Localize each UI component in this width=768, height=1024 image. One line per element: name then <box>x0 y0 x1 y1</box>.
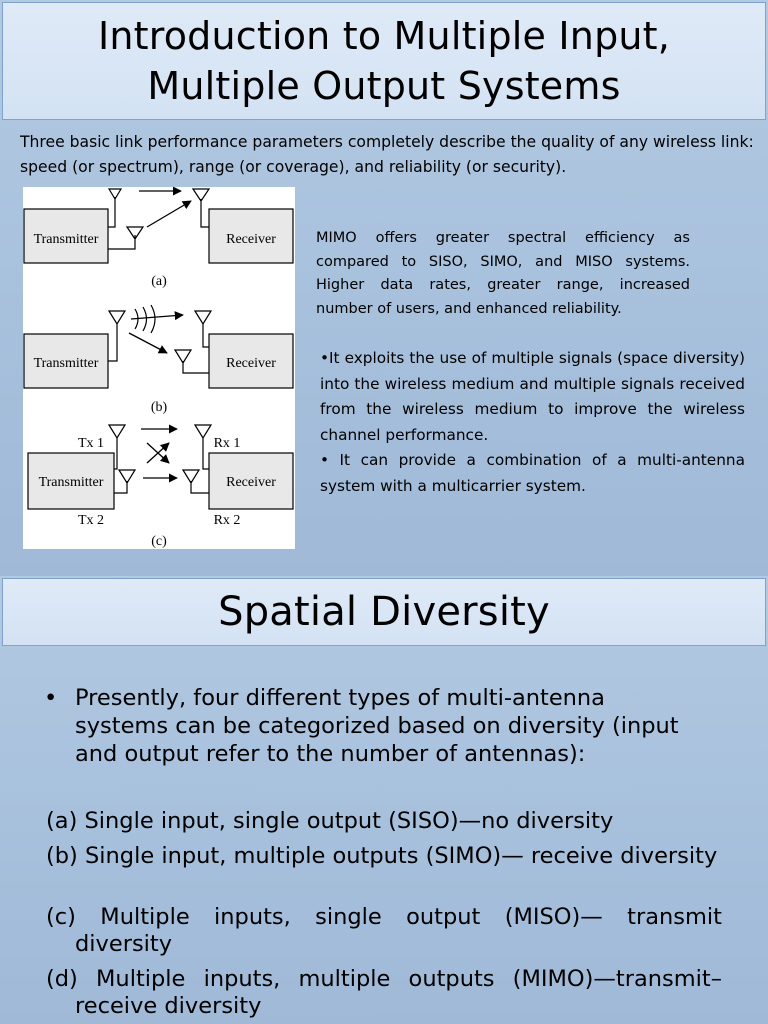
antenna-icon <box>108 189 121 227</box>
slide-title: Spatial Diversity <box>218 589 550 635</box>
signal-arrow <box>129 333 167 353</box>
diversity-item-siso: (a) Single input, single output (SISO)—no diversity <box>46 808 614 834</box>
combination-paragraph: • It can provide a combination of a multi-antenna system with a multicarrier system. <box>320 451 745 495</box>
diagram-c <box>28 425 293 549</box>
antenna-icon <box>108 227 143 249</box>
bullet-marker: • <box>44 685 58 711</box>
slide-title-bar <box>2 2 766 120</box>
mimo-bullets <box>320 346 745 499</box>
diversity-item-mimo: (d) Multiple inputs, multiple outputs (MIMO)—transmit–receive diversity <box>46 966 722 1019</box>
caption-a: (a) <box>151 274 167 289</box>
antenna-icon <box>175 350 209 373</box>
slide-title <box>98 11 670 111</box>
diagram-a <box>24 189 293 289</box>
bullet-item <box>44 684 704 768</box>
receiver-label-a: Receiver <box>226 232 276 247</box>
slide-title-bar <box>2 578 766 646</box>
title-line-2: Multiple Output Systems <box>147 64 621 108</box>
diversity-item-miso: (c) Multiple inputs, single output (MISO)— transmit diversity <box>46 904 722 957</box>
tx2-label: Tx 2 <box>77 513 105 528</box>
antenna-diagram-svg <box>23 187 295 549</box>
receiver-label-b: Receiver <box>226 356 276 371</box>
caption-b: (b) <box>150 400 168 415</box>
caption-c: (c) <box>151 534 167 549</box>
diagram-b <box>24 305 293 415</box>
transmitter-label-c: Transmitter <box>38 475 104 490</box>
tx1-label: Tx 1 <box>77 436 105 451</box>
transmitter-label-b: Transmitter <box>33 356 99 371</box>
receiver-label-c: Receiver <box>226 475 276 490</box>
transmitter-label-a: Transmitter <box>33 232 99 247</box>
signal-arrow <box>147 201 191 227</box>
antenna-icon <box>183 470 209 493</box>
rx2-label: Rx 2 <box>213 513 241 528</box>
antenna-configurations-figure <box>23 187 295 549</box>
antenna-icon <box>193 189 209 227</box>
bullet-text: Presently, four different types of multi-antenna systems can be categorized based on diversity (input and output refer to the number of antennas): <box>75 685 679 767</box>
mimo-paragraph: MIMO offers greater spectral efficiency as compared to SISO, SIMO, and MISO systems. Higher data rates, greater range, increased number of users, and enhanced reliability. <box>316 230 690 317</box>
diversity-item-simo: (b) Single input, multiple outputs (SIMO)— receive diversity <box>46 843 718 869</box>
title-line-1: Introduction to Multiple Input, <box>97 14 671 58</box>
antenna-icon <box>108 311 125 361</box>
intro-paragraph: Three basic link performance parameters completely describe the quality of any wireless link: speed (or spectrum), range (or coverage), and reliability (or security). <box>20 133 754 176</box>
exploit-paragraph: •It exploits the use of multiple signals (space diversity) into the wireless medium and multiple signals received from the wireless medium to improve the wireless channel performance. <box>320 349 745 444</box>
signal-arrow <box>131 315 183 319</box>
rx1-label: Rx 1 <box>213 436 241 451</box>
antenna-icon <box>114 470 135 493</box>
